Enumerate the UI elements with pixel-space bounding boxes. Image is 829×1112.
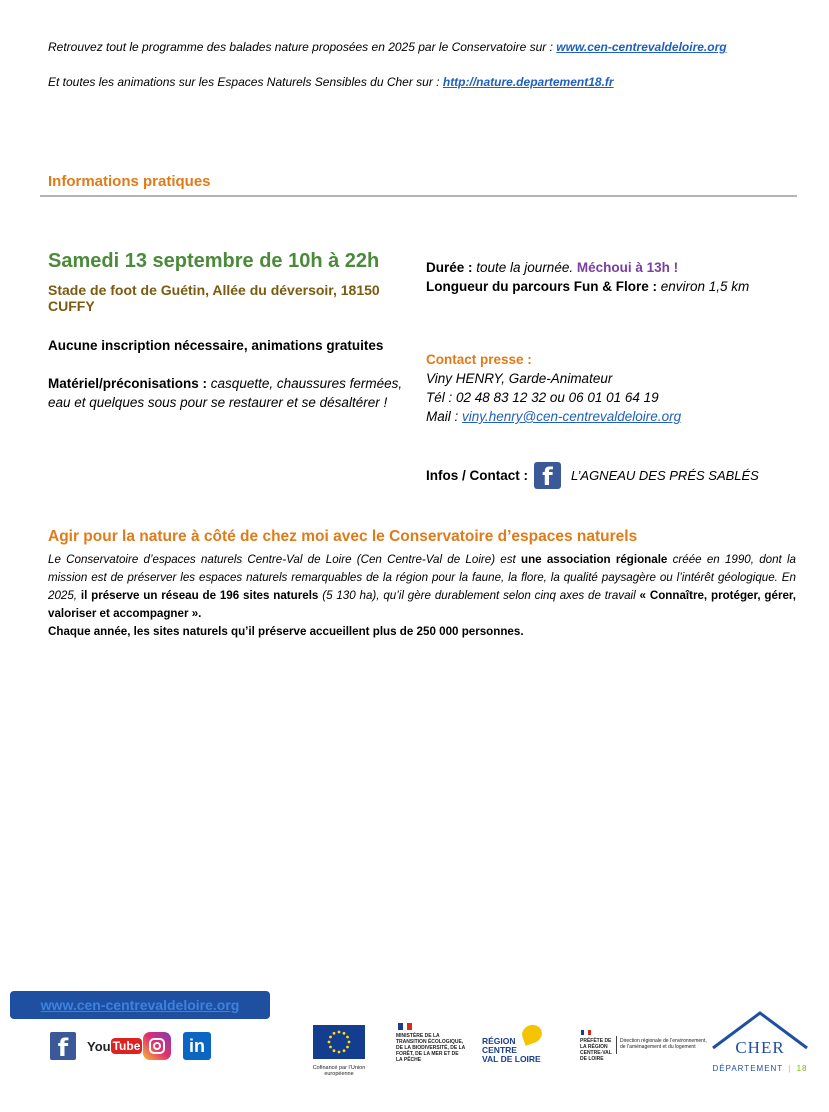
- intro-text-1: Retrouvez tout le programme des balades nature proposées en 2025 par le Conservatoire sur :: [48, 40, 557, 54]
- cher-dept-text: DÉPARTEMENT: [712, 1064, 784, 1073]
- agir-body: [48, 551, 796, 641]
- eu-caption: Cofinancé par l’Union européenne: [312, 1065, 366, 1077]
- prefet-flag-icon: [581, 1030, 591, 1035]
- duree-label: Durée :: [426, 260, 477, 275]
- region-line-3: VAL DE LOIRE: [482, 1054, 541, 1064]
- materiel-block: [48, 374, 408, 412]
- facebook-page-name[interactable]: L’AGNEAU DES PRÉS SABLÉS: [571, 467, 759, 483]
- contact-name: Viny HENRY, Garde-Animateur: [426, 371, 613, 386]
- section-title: Informations pratiques: [48, 173, 211, 190]
- infos-label: Infos / Contact :: [426, 467, 528, 483]
- contact-block: [426, 350, 806, 426]
- region-text: [482, 1037, 541, 1064]
- facebook-icon[interactable]: f: [534, 462, 561, 489]
- region-centre-logo: [482, 1025, 557, 1067]
- duree-highlight: Méchoui à 13h !: [576, 260, 679, 275]
- longueur-line: [426, 277, 806, 296]
- infos-contact-line: [426, 460, 759, 490]
- agir-text-e: (5 130 ha), qu’il gère durablement selon cinq axes de travail: [318, 589, 640, 602]
- contact-tel: Tél : 02 48 83 12 32 ou 06 01 01 64 19: [426, 390, 659, 405]
- contact-mail-link[interactable]: viny.henry@cen-centrevaldeloire.org: [462, 409, 682, 424]
- cher-dept-number: 18: [796, 1064, 808, 1073]
- marianne-flag-icon: [398, 1023, 412, 1030]
- region-line-2: CENTRE: [482, 1045, 517, 1055]
- agir-text-d: il préserve un réseau de 196 sites naturels: [80, 589, 319, 602]
- materiel-label: Matériel/préconisations :: [48, 376, 211, 391]
- youtube-icon[interactable]: [87, 1032, 141, 1060]
- intro-line-2: [48, 75, 614, 89]
- region-line-1: RÉGION: [482, 1036, 516, 1046]
- agir-text-a: Le Conservatoire d’espaces naturels Centre-Val de Loire (Cen Centre-Val de Loire) est: [48, 553, 521, 566]
- materiel-text: casquette, chaussures fermées, eau et quelques sous pour se restaurer et se désaltérer !: [48, 376, 403, 410]
- agir-text-c: créée en 1990, dont la mission est de préserver les espaces naturels remarquables de la région pour la faune, la flore, la qualité paysagère ou l’intérêt géologique. En 2025,: [48, 553, 797, 602]
- longueur-text: environ 1,5 km: [660, 279, 750, 294]
- agir-paragraph-2: Chaque année, les sites naturels qu’il préserve accueillent plus de 250 000 personnes.: [48, 625, 524, 638]
- contact-mail-line: [426, 407, 806, 426]
- instagram-icon[interactable]: [143, 1032, 171, 1060]
- cher-logo-text: CHER: [735, 1038, 785, 1057]
- agir-title: Agir pour la nature à côté de chez moi avec le Conservatoire d’espaces naturels: [48, 528, 638, 545]
- inscription-info: Aucune inscription nécessaire, animations gratuites: [48, 338, 384, 353]
- agir-text-b: une association régionale: [520, 553, 668, 566]
- prefet-divider: [616, 1036, 617, 1054]
- mail-label: Mail :: [426, 409, 463, 424]
- event-venue: Stade de foot de Guétin, Allée du déversoir, 18150 CUFFY: [48, 282, 380, 314]
- dreal-logo-text: Direction régionale de l’environnement, de l’aménagement et du logement: [620, 1038, 707, 1050]
- duree-text: toute la journée.: [476, 260, 577, 275]
- duree-line: [426, 258, 806, 277]
- youtube-text-a: You: [87, 1038, 111, 1054]
- details-block: [426, 258, 806, 296]
- footer-website-link[interactable]: www.cen-centrevaldeloire.org: [10, 991, 270, 1019]
- youtube-text-b: Tube: [112, 1039, 141, 1053]
- agir-paragraph-1: [48, 551, 796, 623]
- nature-departement-link[interactable]: http://nature.departement18.fr: [442, 75, 614, 89]
- cher-dept-line: DÉPARTEMENT | 18: [712, 1064, 808, 1073]
- prefet-logo-text: PRÉFÈTE DE LA RÉGION CENTRE-VAL DE LOIRE: [580, 1038, 612, 1062]
- eu-flag-icon: [313, 1025, 365, 1059]
- linkedin-icon[interactable]: in: [183, 1032, 211, 1060]
- ministere-logo-text: MINISTÈRE DE LA TRANSITION ÉCOLOGIQUE, DE LA BIODIVERSITÉ, DE LA FORÊT, DE LA MER ET DE LA PÊCHE: [396, 1033, 466, 1063]
- intro-line-1: [48, 40, 727, 54]
- event-date: Samedi 13 septembre de 10h à 22h: [48, 250, 380, 272]
- cher-departement-logo: [711, 1010, 809, 1078]
- facebook-glyph: f: [50, 1032, 76, 1060]
- facebook-icon[interactable]: [50, 1032, 76, 1060]
- intro-text-2: Et toutes les animations sur les Espaces Naturels Sensibles du Cher sur :: [48, 75, 443, 89]
- eu-stars-icon: [313, 1025, 365, 1059]
- longueur-label: Longueur du parcours Fun & Flore :: [426, 279, 661, 294]
- cen-website-link[interactable]: www.cen-centrevaldeloire.org: [556, 40, 727, 54]
- contact-title: Contact presse :: [426, 352, 532, 367]
- agir-text-f: « Connaître, protéger, gérer, valoriser et accompagner ».: [48, 589, 796, 620]
- section-divider: [40, 195, 797, 197]
